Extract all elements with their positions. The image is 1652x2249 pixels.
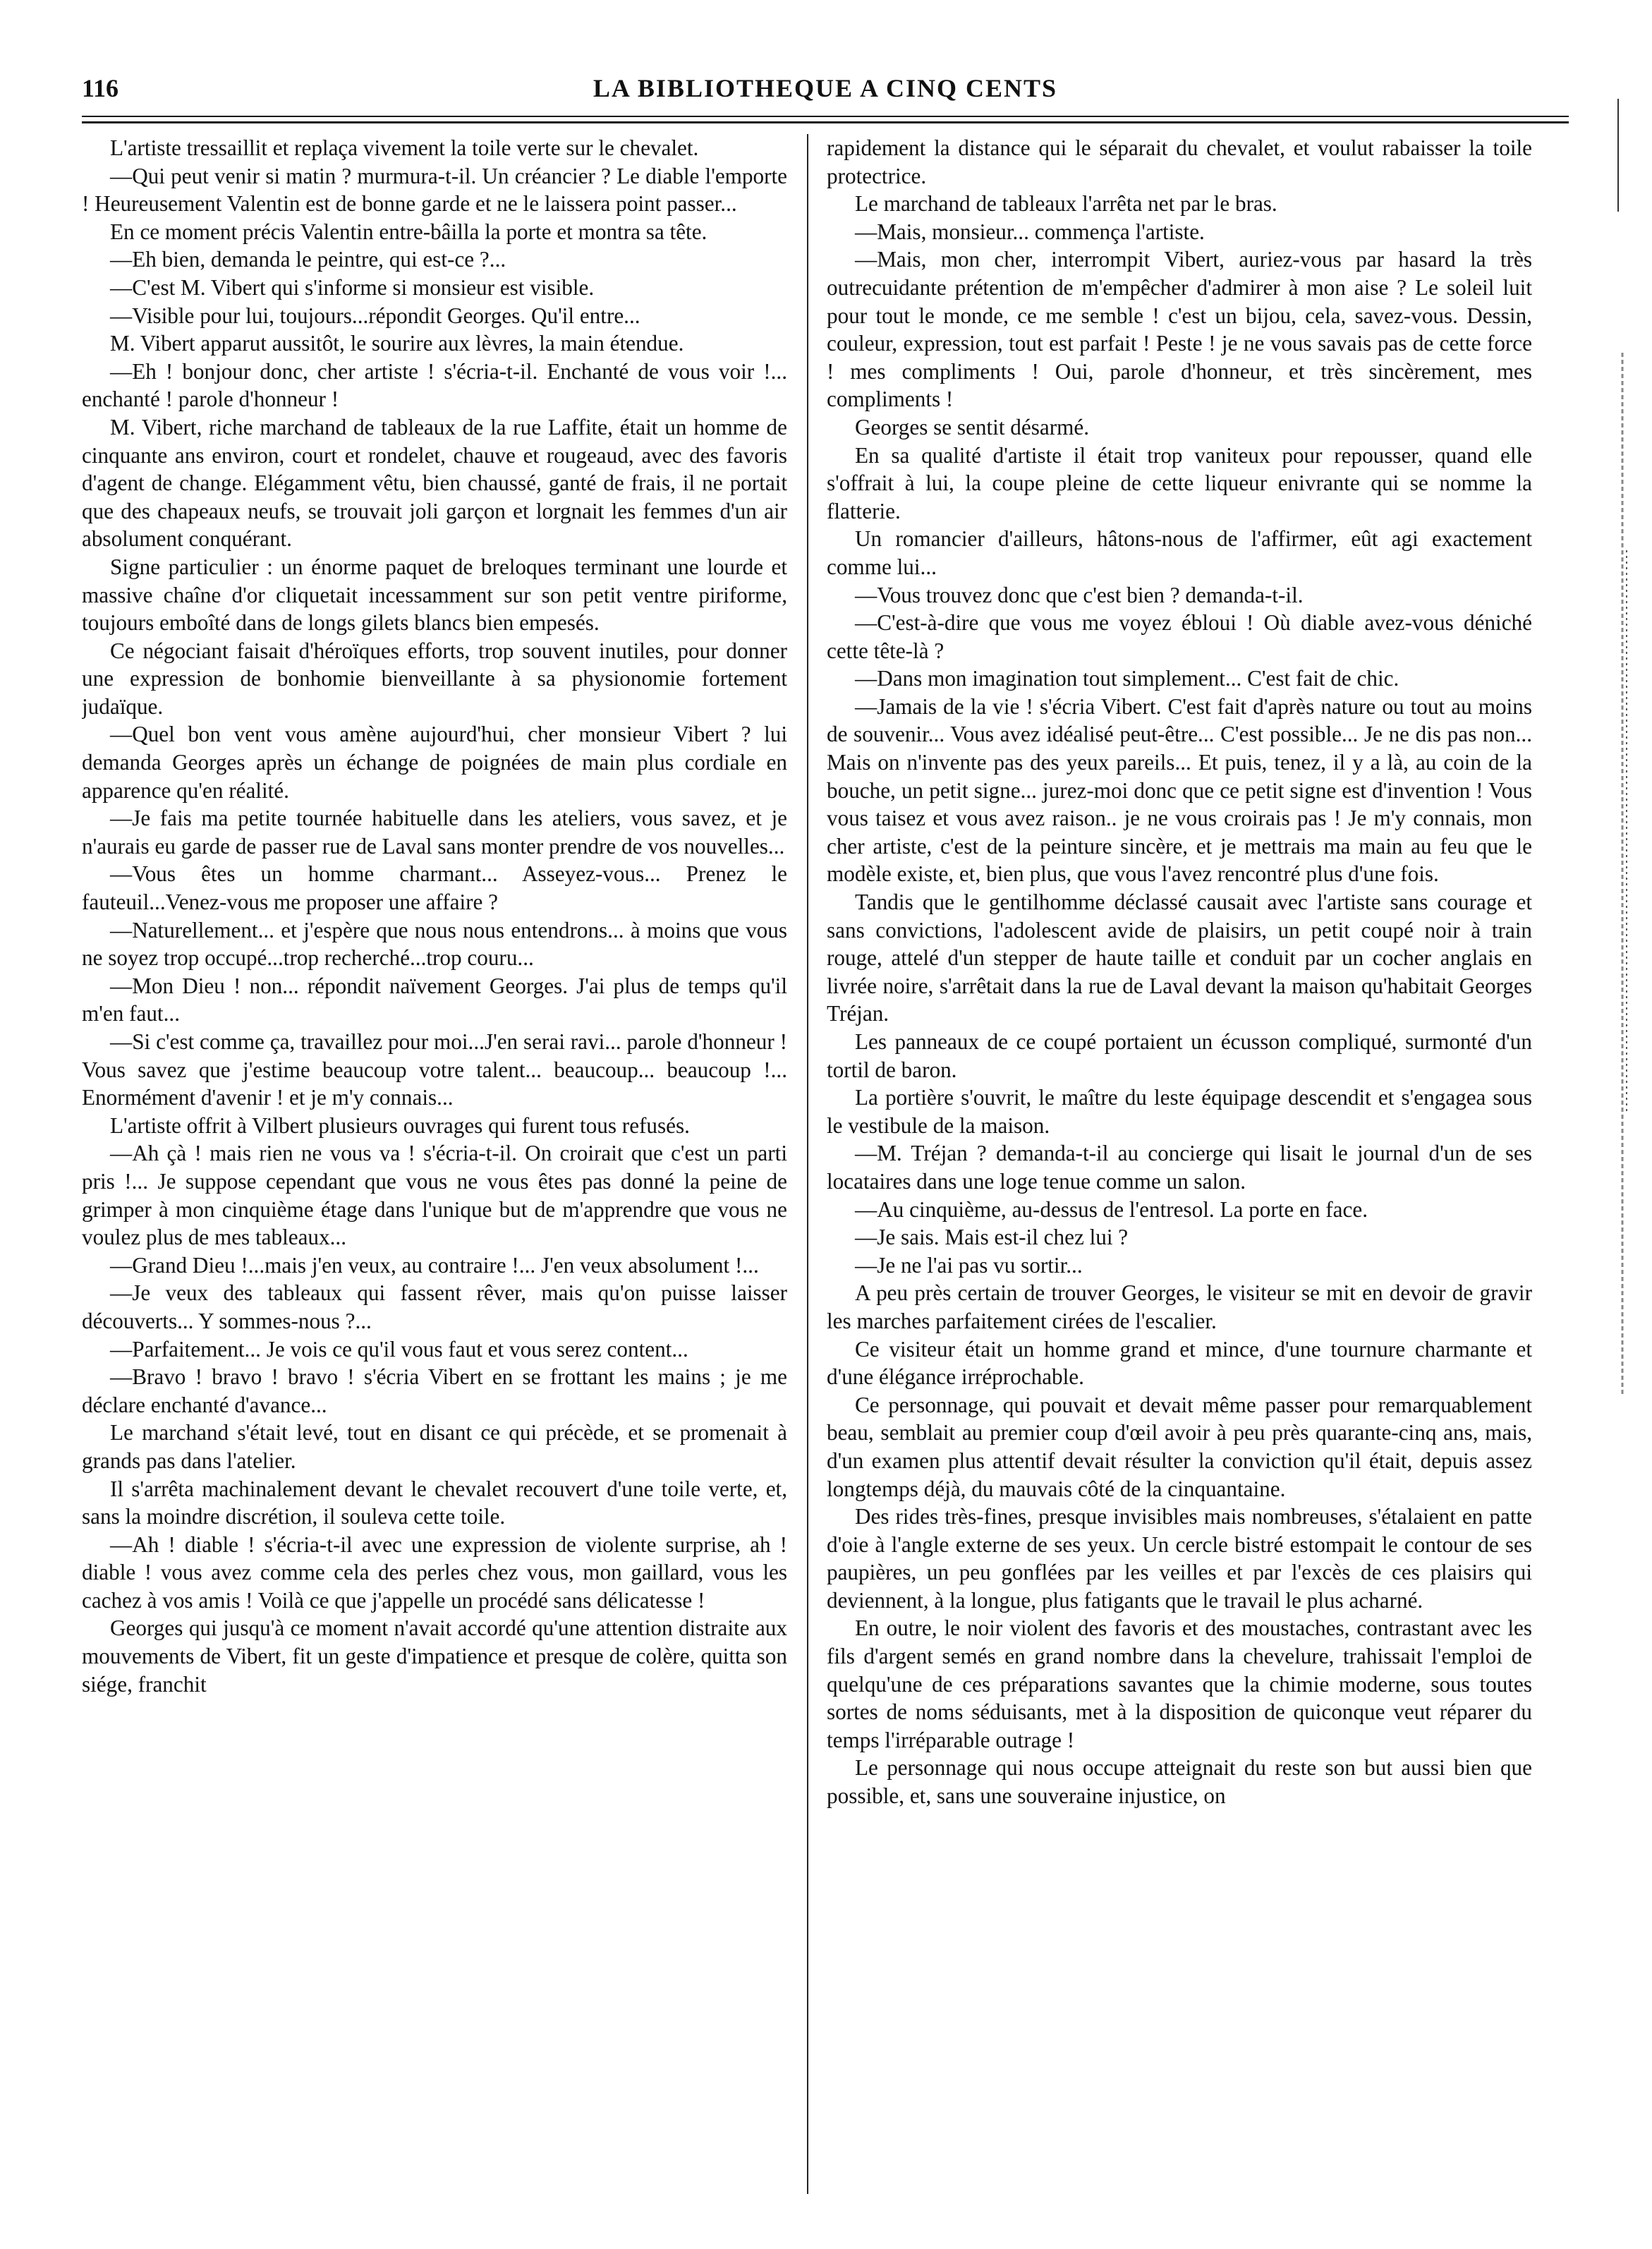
paragraph: —Mon Dieu ! non... répondit naïvement Georges. J'ai plus de temps qu'il m'en faut... bbox=[82, 973, 787, 1026]
paragraph: L'artiste offrit à Vilbert plusieurs ouvrages qui furent tous refusés. bbox=[110, 1113, 690, 1138]
paragraph: Signe particulier : un énorme paquet de breloques terminant une lourde et massive chaîne d'or cliquetait incessamment sur son petit ventre piriforme, toujours emboîté dans de longs gilets blancs bien empesés. bbox=[82, 554, 787, 636]
paragraph: —Je ne l'ai pas vu sortir... bbox=[855, 1252, 1083, 1278]
paragraph: Georges se sentit désarmé. bbox=[855, 414, 1089, 440]
paragraph: M. Vibert apparut aussitôt, le sourire aux lèvres, la main étendue. bbox=[110, 331, 684, 356]
paragraph: En sa qualité d'artiste il était trop vaniteux pour repousser, quand elle s'offrait à lui, la coupe pleine de cette liqueur enivrante qui se nomme la flatterie. bbox=[827, 442, 1532, 523]
paragraph: Il s'arrêta machinalement devant le chevalet recouvert d'une toile verte, et, sans la moindre discrétion, il souleva cette toile. bbox=[82, 1476, 787, 1529]
paragraph: —Si c'est comme ça, travaillez pour moi...J'en serai ravi... parole d'honneur ! Vous savez que j'estime beaucoup votre talent... beaucoup... beaucoup !... Enormément d'avenir ! et je m'y connais... bbox=[82, 1029, 787, 1110]
paragraph: —Au cinquième, au-dessus de l'entresol. La porte en face. bbox=[855, 1196, 1368, 1222]
right-column bbox=[827, 134, 1532, 2208]
paragraph: —Grand Dieu !...mais j'en veux, au contraire !... J'en veux absolument !... bbox=[110, 1252, 759, 1278]
paragraph: Des rides très-fines, presque invisibles mais nombreuses, s'étalaient en patte d'oie à l'angle externe de ses yeux. Un cercle bistré estompait le contour de ses paupières, un peu gonflées par les veilles et par l'excès de ces plaisirs qui deviennent, à la longue, plus fatigants que le travail le plus acharné. bbox=[827, 1504, 1532, 1613]
paragraph: —Je fais ma petite tournée habituelle dans les ateliers, vous savez, et je n'aurais eu garde de passer rue de Laval sans monter prendre de vos nouvelles... bbox=[82, 806, 787, 859]
header-rule-thick bbox=[82, 121, 1569, 123]
paragraph: Georges qui jusqu'à ce moment n'avait accordé qu'une attention distraite aux mouvements de Vibert, fit un geste d'impatience et presque de colère, quitta son siége, franchit bbox=[82, 1615, 787, 1697]
paragraph: Ce négociant faisait d'héroïques efforts, trop souvent inutiles, pour donner une expression de bonhomie bienveillante à sa physionomie fortement judaïque. bbox=[82, 638, 787, 719]
paragraph: A peu près certain de trouver Georges, le visiteur se mit en devoir de gravir les marches parfaitement cirées de l'escalier. bbox=[827, 1280, 1532, 1333]
header-rule bbox=[82, 116, 1569, 117]
paragraph: —Qui peut venir si matin ? murmura-t-il. Un créancier ? Le diable l'emporte ! Heureusement Valentin est de bonne garde et ne le laissera point passer... bbox=[82, 163, 787, 217]
paragraph: —C'est-à-dire que vous me voyez ébloui ! Où diable avez-vous déniché cette tête-là ? bbox=[827, 610, 1532, 663]
paragraph: Ce visiteur était un homme grand et mince, d'une tournure charmante et d'une élégance irréprochable. bbox=[827, 1336, 1532, 1390]
paragraph: Tandis que le gentilhomme déclassé causait avec l'artiste sans courage et sans convictions, l'adolescent avide de plaisirs, un petit coupé noir à train rouge, attelé d'un stepper de haute taille et conduit par un cocher anglais en livrée noire, s'arrêtait dans la rue de Laval devant la maison qu'habitait Georges Tréjan. bbox=[827, 890, 1532, 1026]
paragraph: —Ah ! diable ! s'écria-t-il avec une expression de violente surprise, ah ! diable ! vous avez comme cela des perles chez vous, mon gaillard, vous les cachez à vos amis ! Voilà ce que j'appelle un procédé sans délicatesse ! bbox=[82, 1532, 787, 1613]
page-number: 116 bbox=[82, 74, 119, 102]
paragraph: —Mais, mon cher, interrompit Vibert, auriez-vous par hasard la très outrecuidante prétention de m'empêcher d'admirer à mon aise ? Le soleil luit pour tout le monde, ce me semble ! c'est un bijou, cela, savez-vous. Dessin, couleur, expression, tout est parfait ! Peste ! je ne vous savais pas de cette force ! mes compliments ! Oui, parole d'honneur, et très sincèrement, mes compliments ! bbox=[827, 247, 1532, 412]
paragraph: La portière s'ouvrit, le maître du leste équipage descendit et s'engagea sous le vestibule de la maison. bbox=[827, 1085, 1532, 1138]
paragraph: —Dans mon imagination tout simplement... C'est fait de chic. bbox=[855, 666, 1399, 691]
paragraph: M. Vibert, riche marchand de tableaux de la rue Laffite, était un homme de cinquante ans environ, court et rondelet, chauve et rougeaud, avec des favoris d'agent de change. Elégamment vêtu, bien chaussé, ganté de frais, il ne portait que des chapeaux neufs, se trouvait joli garçon et lorgnait les femmes d'un air absolument conquérant. bbox=[82, 414, 787, 552]
paragraph: —Vous êtes un homme charmant... Asseyez-vous... Prenez le fauteuil...Venez-vous me proposer une affaire ? bbox=[82, 861, 787, 915]
paragraph: —Naturellement... et j'espère que nous nous entendrons... à moins que vous ne soyez trop occupé...trop recherché...trop couru... bbox=[82, 917, 787, 971]
paragraph: L'artiste tressaillit et replaça vivement la toile verte sur le chevalet. bbox=[110, 135, 699, 160]
paragraph: —Eh bien, demanda le peintre, qui est-ce ?... bbox=[110, 247, 506, 272]
paragraph: —Jamais de la vie ! s'écria Vibert. C'est fait d'après nature ou tout au moins de souvenir... Vous avez idéalisé peut-être... C'est possible... Je ne dis pas non... Mais on n'invente pas des yeux pareils... Et puis, tenez, il y a là, au coin de la bouche, un petit signe... jurez-moi donc que ce petit signe est d'invention ! Vous vous taisez et vous avez raison.. je ne vous croirais pas ! Je m'y connais, mon cher artiste, c'est de la peinture sincère, et je mettrais ma main au feu que le modèle existe, et, bien plus, que vous l'avez rencontré plus d'une fois. bbox=[827, 693, 1532, 887]
paragraph: Le marchand de tableaux l'arrêta net par le bras. bbox=[855, 191, 1277, 217]
paragraph: —Ah çà ! mais rien ne vous va ! s'écria-t-il. On croirait que c'est un parti pris !... Je suppose cependant que vous ne vous êtes pas donné la peine de grimper à mon cinquième étage dans l'unique but de m'apprendre que vous ne voulez plus de mes tableaux... bbox=[82, 1141, 787, 1250]
paragraph: En ce moment précis Valentin entre-bâilla la porte et montra sa tête. bbox=[110, 219, 707, 244]
paragraph: En outre, le noir violent des favoris et des moustaches, contrastant avec les fils d'argent semés en grand nombre dans la chevelure, trahissait l'emploi de quelqu'une de ces préparations savantes que la chimie moderne, sous toutes sortes de noms séduisants, met à la disposition de quiconque veut réparer du temps l'irréparable outrage ! bbox=[827, 1615, 1532, 1752]
paragraph: —Mais, monsieur... commença l'artiste. bbox=[855, 219, 1205, 244]
paragraph: —Visible pour lui, toujours...répondit Georges. Qu'il entre... bbox=[110, 303, 640, 328]
paragraph: Un romancier d'ailleurs, hâtons-nous de l'affirmer, eût agi exactement comme lui... bbox=[827, 526, 1532, 579]
paragraph: Ce personnage, qui pouvait et devait même passer pour remarquablement beau, semblait au premier coup d'œil avoir à peu près quarante-cinq ans, mais, d'un examen plus attentif devait résulter la conviction qu'il était, depuis assez longtemps déjà, du mauvais côté de la cinquantaine. bbox=[827, 1392, 1532, 1501]
paragraph: —Bravo ! bravo ! bravo ! s'écria Vibert en se frottant les mains ; je me déclare enchanté d'avance... bbox=[82, 1364, 787, 1417]
paragraph: Le marchand s'était levé, tout en disant ce qui précède, et se promenait à grands pas dans l'atelier. bbox=[82, 1420, 787, 1473]
paragraph: Le personnage qui nous occupe atteignait du reste son but aussi bien que possible, et, sans une souveraine injustice, on bbox=[827, 1755, 1532, 1809]
paragraph: —M. Tréjan ? demanda-t-il au concierge qui lisait le journal d'un de ses locataires dans une loge tenue comme un salon. bbox=[827, 1141, 1532, 1194]
paragraph: —C'est M. Vibert qui s'informe si monsieur est visible. bbox=[110, 274, 595, 300]
running-title: LA BIBLIOTHEQUE A CINQ CENTS bbox=[593, 74, 1058, 102]
page-edge-marks bbox=[1608, 56, 1636, 1467]
column-divider bbox=[807, 134, 808, 2194]
paragraph: —Je sais. Mais est-il chez lui ? bbox=[855, 1225, 1129, 1250]
page-header bbox=[82, 68, 1569, 110]
paragraph: —Parfaitement... Je vois ce qu'il vous faut et vous serez content... bbox=[110, 1336, 688, 1362]
paragraph: —Vous trouvez donc que c'est bien ? demanda-t-il. bbox=[855, 582, 1304, 607]
paragraph: Les panneaux de ce coupé portaient un écusson compliqué, surmonté d'un tortil de baron. bbox=[827, 1029, 1532, 1082]
paragraph: rapidement la distance qui le séparait du chevalet, et voulut rabaisser la toile protectrice. bbox=[827, 135, 1532, 188]
paragraph: —Je veux des tableaux qui fassent rêver, mais qu'on puisse laisser découverts... Y sommes-nous ?... bbox=[82, 1280, 787, 1333]
left-column bbox=[82, 134, 787, 2208]
paragraph: —Eh ! bonjour donc, cher artiste ! s'écria-t-il. Enchanté de vous voir !... enchanté ! parole d'honneur ! bbox=[82, 358, 787, 412]
paragraph: —Quel bon vent vous amène aujourd'hui, cher monsieur Vibert ? lui demanda Georges après un échange de poignées de main plus cordiale en apparence qu'en réalité. bbox=[82, 722, 787, 803]
